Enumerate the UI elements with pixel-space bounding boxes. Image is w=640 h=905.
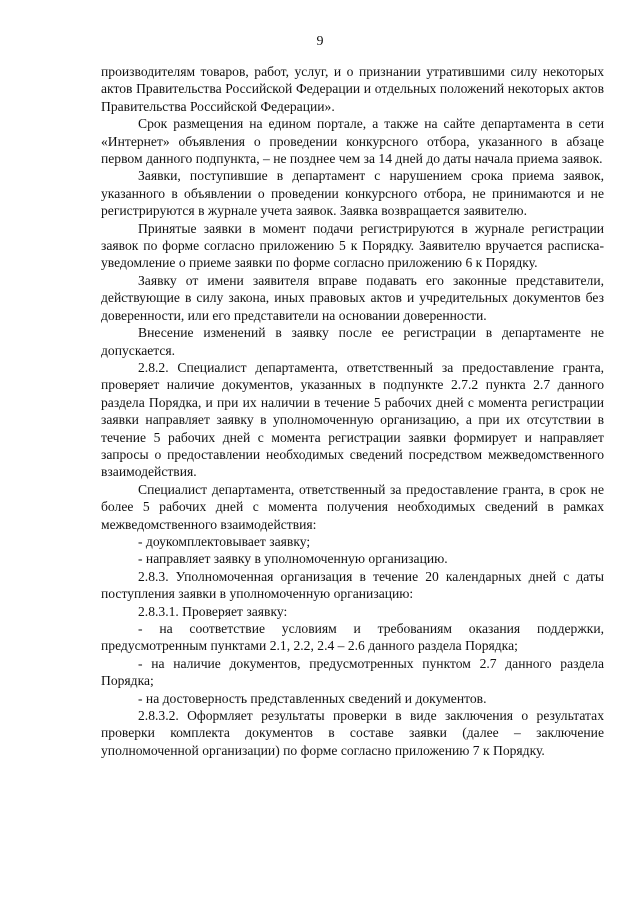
list-item: - на соответствие условиям и требованиям оказания поддержки, предусмотренным пунктами 2.1, 2.2, 2.4 – 2.6 данного раздела Порядка; [101, 621, 604, 654]
paragraph: 2.8.3.2. Оформляет результаты проверки в виде заключения о результатах проверки комплекта документов в составе заявки (далее – заключение уполномоченной организации) по форме согласно приложению 7 к Порядку. [101, 708, 604, 758]
list-item: - направляет заявку в уполномоченную организацию. [138, 551, 448, 567]
body-text [101, 63, 604, 759]
paragraph: Принятые заявки в момент подачи регистрируются в журнале регистрации заявок по форме согласно приложению 5 к Порядку. Заявителю вручается расписка-уведомление о приеме заявки по форме согласно приложению 6 к Порядку. [101, 220, 604, 271]
paragraph: 2.8.3. Уполномоченная организация в течение 20 календарных дней с даты поступления заявки в уполномоченную организацию: [101, 568, 604, 602]
paragraph: Внесение изменений в заявку после ее регистрации в департаменте не допускается. [101, 325, 604, 358]
paragraph: 2.8.2. Специалист департамента, ответственный за предоставление гранта, проверяет наличие документов, указанных в подпункте 2.7.2 пункта 2.7 данного раздела Порядка, и при их наличии в течение 5 рабочих дней с момента регистрации заявки направляет заявку в уполномоченную организацию, а при их отсутствии в течение 5 рабочих дней с момента регистрации заявки формирует и направляет запросы о предоставлении необходимых сведений посредством межведомственного взаимодействия. [101, 359, 604, 480]
page-number: 9 [316, 34, 324, 49]
paragraph: Заявки, поступившие в департамент с нарушением срока приема заявок, указанного в объявлении о проведении конкурсного отбора, не принимаются и не регистрируются в журнале учета заявок. Заявка возвращается заявителю. [101, 168, 604, 219]
list-item: - на наличие документов, предусмотренных пунктом 2.7 данного раздела Порядка; [101, 655, 604, 689]
list-item: - доукомплектовывает заявку; [138, 533, 311, 549]
paragraph: 2.8.3.1. Проверяет заявку: [138, 603, 288, 619]
paragraph-continuation: производителям товаров, работ, услуг, и о признании утратившими силу некоторых актов Правительства Российской Федерации и отдельных положений некоторых актов Правительства Российской Федерации». [101, 64, 604, 114]
paragraph: Специалист департамента, ответственный за предоставление гранта, в срок не более 5 рабочих дней с момента получения необходимых сведений в рамках межведомственного взаимодействия: [101, 481, 604, 532]
paragraph: Срок размещения на едином портале, а также на сайте департамента в сети «Интернет» объявления о проведении конкурсного отбора, указанного в абзаце первом данного подпункта, – не позднее чем за 14 дней до даты начала приема заявок. [101, 116, 604, 167]
list-item: - на достоверность представленных сведений и документов. [138, 690, 487, 706]
paragraph: Заявку от имени заявителя вправе подавать его законные представители, действующие в силу закона, иных правовых актов и учредительных документов без доверенности, или его представители на основании доверенности. [101, 272, 604, 323]
